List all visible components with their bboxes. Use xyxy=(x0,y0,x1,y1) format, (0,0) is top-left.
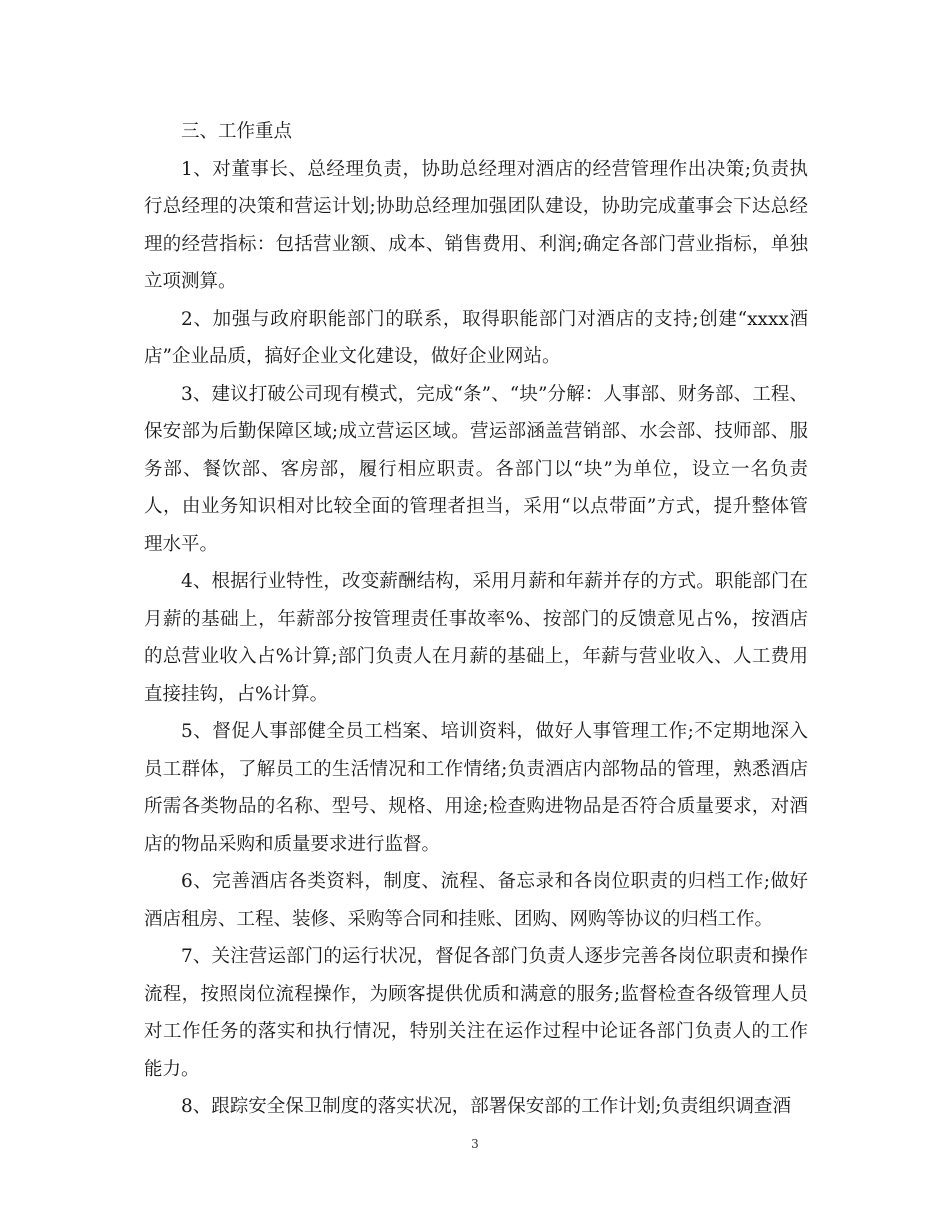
paragraph-8: 8、跟踪安全保卫制度的落实状况，部署保安部的工作计划;负责组织调查酒 xyxy=(181,1096,792,1117)
paragraph-2: 2、加强与政府职能部门的联系，取得职能部门对酒店的支持;创建“xxxx酒店”企业品质，搞好企业文化建设，做好企业网站。 xyxy=(144,308,808,367)
paragraph-3: 3、建议打破公司现有模式，完成“条”、“块”分解：人事部、财务部、工程、保安部为后勤保障区域;成立营运区域。营运部涵盖营销部、水会部、技师部、服务部、餐饮部、客房部，履行相应职责。各部门以“块”为单位，设立一名负责人，由业务知识相对比较全面的管理者担当，采用“以点带面”方式，提升整体管理水平。 xyxy=(144,383,808,555)
paragraph-4: 4、根据行业特性，改变薪酬结构，采用月薪和年薪并存的方式。职能部门在月薪的基础上，年薪部分按管理责任事故率%、按部门的反馈意见占%，按酒店的总营业收入占%计算;部门负责人在月薪的基础上，年薪与营业收入、人工费用直接挂钩，占%计算。 xyxy=(144,571,808,705)
paragraph-5: 5、督促人事部健全员工档案、培训资料，做好人事管理工作;不定期地深入员工群体，了解员工的生活情况和工作情绪;负责酒店内部物品的管理，熟悉酒店所需各类物品的名称、型号、规格、用途;检查购进物品是否符合质量要求，对酒店的物品采购和质量要求进行监督。 xyxy=(144,721,808,855)
paragraph-6: 6、完善酒店各类资料，制度、流程、备忘录和各岗位职责的归档工作;做好酒店租房、工程、装修、采购等合同和挂账、团购、网购等协议的归档工作。 xyxy=(144,871,808,930)
paragraph-7: 7、关注营运部门的运行状况，督促各部门负责人逐步完善各岗位职责和操作流程，按照岗位流程操作，为顾客提供优质和满意的服务;监督检查各级管理人员对工作任务的落实和执行情况，特别关注在运作过程中论证各部门负责人的工作能力。 xyxy=(144,946,808,1080)
paragraph-1: 1、对董事长、总经理负责，协助总经理对酒店的经营管理作出决策;负责执行总经理的决策和营运计划;协助总经理加强团队建设，协助完成董事会下达总经理的经营指标：包括营业额、成本、销售费用、利润;确定各部门营业指标，单独立项测算。 xyxy=(144,158,808,292)
section-heading: 三、工作重点 xyxy=(181,121,293,142)
document-body xyxy=(144,113,808,1126)
page-number: 3 xyxy=(471,1137,479,1151)
